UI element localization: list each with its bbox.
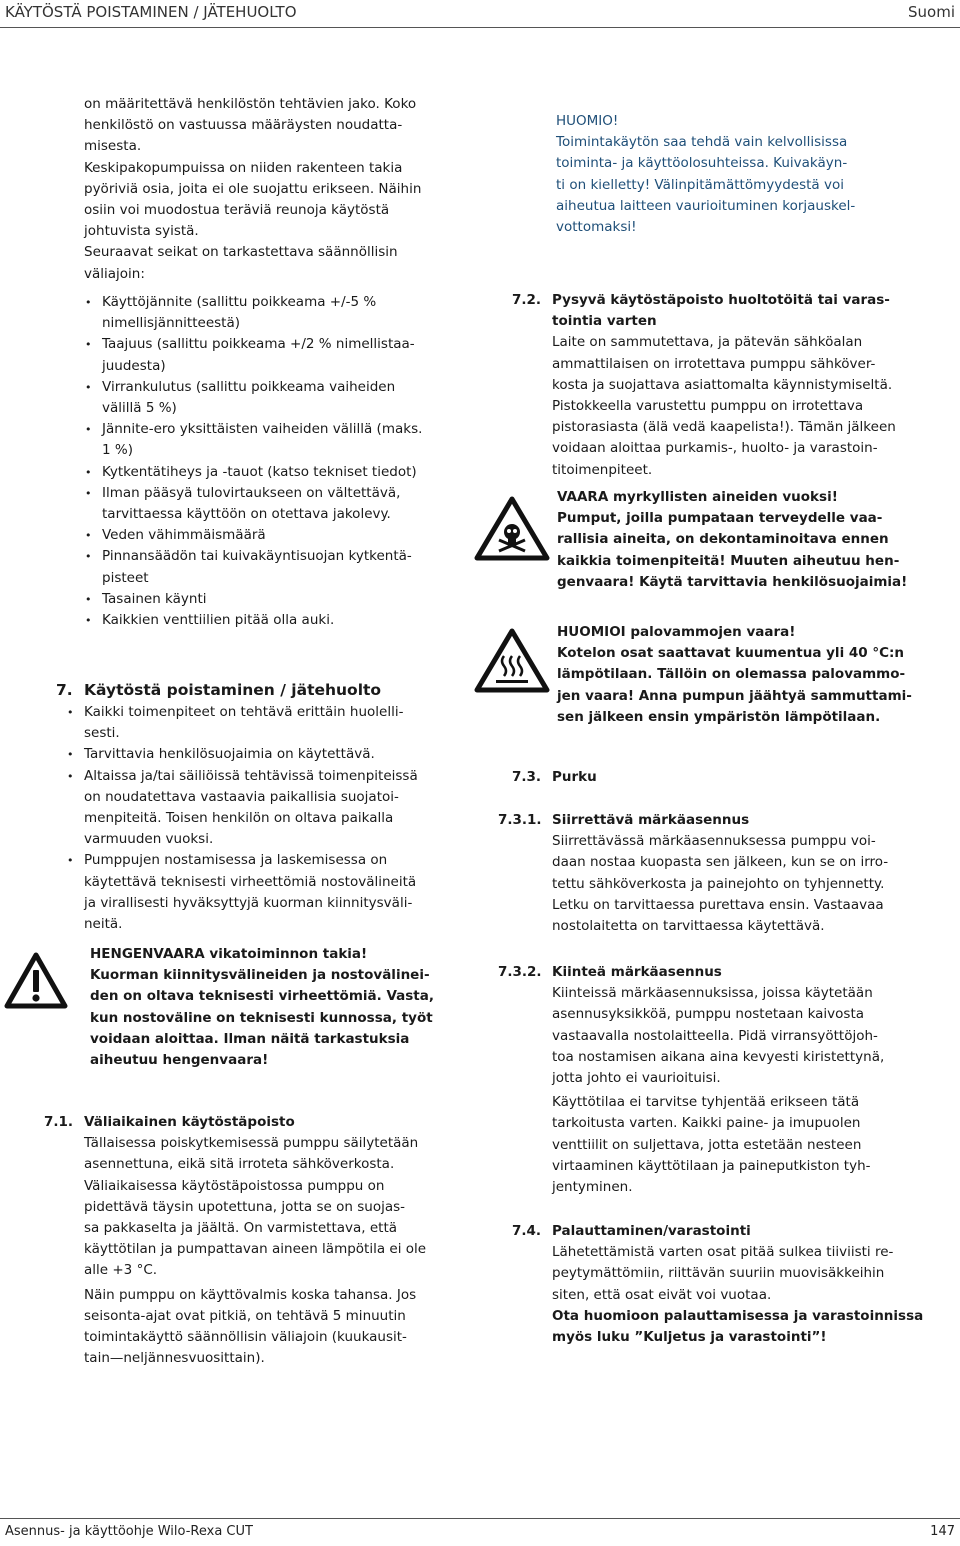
section-7-3-2-number: 7.3.2. — [498, 964, 542, 980]
section-7-2: Pysyvä käytöstäpoisto huoltotöitä tai varas- tointia varten Laite on sammutettava, ja pätevän sähköalan ammattilaisen on irrotettava pumppu sähköver- kosta ja suojattava asiattomalta käynnistymiseltä. Pistokkeella varustettu pumppu on irrotettava pistorasiasta (älä vedä kaapelista!). Tämän jälkeen voidaan aloittaa purkamis-, huolto- ja varastoin- titoimenpiteet. — [552, 292, 896, 478]
check-list — [84, 292, 464, 631]
list-item: • Pumppujen nostamisessa ja laskemisessa on käytettävä teknisesti virheettömiä nostovälineitä ja virallisesti hyväksyttyjä kuorman kiinnitysväli- neitä. — [66, 850, 466, 935]
toxic-warning: VAARA myrkyllisten aineiden vuoksi! Pumput, joilla pumpataan terveydelle vaa- rallisia aineita, on dekontaminoitava ennen kaikkia toimenpiteitä! Muuten aiheutuu hen- genvaara! Käytä tarvittavia henkilösuojaimia! — [557, 489, 908, 590]
list-item: • Tarvittavia henkilösuojaimia on käytettävä. — [66, 744, 466, 765]
section-7-1-title: Väliaikainen käytöstäpoisto — [84, 1114, 295, 1130]
left-intro — [84, 94, 464, 285]
list-item: • Tasainen käynti — [84, 589, 464, 610]
intro-line: henkilöstö on vastuussa määräysten noudatta- — [84, 117, 403, 134]
list-item: • Ilman pääsyä tulovirtaukseen on vältettävä, tarvittaessa käyttöön on otettava jakolevy. — [84, 483, 464, 525]
section-7-3-2: Kiinteä märkäasennus Kiinteissä märkäasennuksissa, joissa käytetään asennusyksikköä, pumppu nostetaan kaivosta vastaavalla nostolaitteella. Pidä virransyöttöjoh- toa nostamisen aikana aina kevyesti kiristettynä, jotta johto ei vaurioituisi. Käyttötilaa ei tarvitse tyhjentää erikseen tätä tarkoitusta varten. Kaikki paine- ja imupuolen venttiilit on suljettava, jotta estetään nesteen virtaaminen käyttötilaan ja paineputkiston tyh- jentyminen. — [552, 964, 885, 1196]
section-7-title: Käytöstä poistaminen / jätehuolto — [84, 681, 382, 699]
warning-triangle-icon — [4, 952, 68, 1010]
hot-surface-icon — [474, 628, 550, 694]
huomio-notice: HUOMIO! Toimintakäytön saa tehdä vain kelvollisissa toiminta- ja käyttöolosuhteissa. Kuivakäyn- ti on kielletty! Välinpitämättömyydestä voi aiheutua laitteen vaurioituminen korjauskel- vottomaksi! — [556, 113, 856, 236]
section-7-2-number: 7.2. — [512, 292, 542, 308]
list-item: • Veden vähimmäismäärä — [84, 525, 464, 546]
page-footer — [0, 1516, 960, 1546]
page-header — [0, 0, 960, 28]
list-item: • Jännite-ero yksittäisten vaiheiden välillä (maks. 1 %) — [84, 419, 464, 461]
list-item: • Virrankulutus (sallittu poikkeama vaiheiden välillä 5 %) — [84, 377, 464, 419]
intro-line: väliajoin: — [84, 265, 145, 282]
footer-rule — [0, 1518, 960, 1519]
section-7-list — [66, 702, 466, 935]
section-7-1-number: 7.1. — [44, 1114, 74, 1130]
intro-line: on määritettävä henkilöstön tehtävien jako. Koko — [84, 96, 417, 112]
lifting-warning: HENGENVAARA vikatoiminnon takia! Kuorman kiinnitysvälineiden ja nostovälinei- den on oltava teknisesti virheettömiä. Vasta, kun nostoväline on teknisesti kunnossa, työt voidaan aloittaa. Ilman näitä tarkastuksia aiheutuu hengenvaara! — [90, 946, 434, 1069]
list-item: • Pinnansäädön tai kuivakäyntisuojan kytkentä- pisteet — [84, 546, 464, 588]
section-7-3-1: Siirrettävä märkäasennus Siirrettävässä märkäasennuksessa pumppu voi- daan nostaa kuopasta sen jälkeen, kun se on irro- tettu sähköverkosta ja painejohto on tyhjennetty. Letku on tarvittaessa purettava ensin. Vastaavaa nostolaitetta on tarvittaessa käytettävä. — [552, 812, 889, 935]
list-item: • Kaikkien venttiilien pitää olla auki. — [84, 610, 464, 631]
list-item: • Altaissa ja/tai säiliöissä tehtävissä toimenpiteissä on noudatettava vastaavia paikallisia suojatoi- menpiteitä. Toisen henkilön on oltava paikalla varmuuden vuoksi. — [66, 766, 466, 851]
intro-line: misesta. — [84, 138, 142, 155]
section-7-3-number: 7.3. — [512, 769, 542, 785]
intro-line: Keskipakopumpuissa on niiden rakenteen takia — [84, 159, 403, 176]
footer-doc-title: Asennus- ja käyttöohje Wilo-Rexa CUT — [5, 1524, 253, 1539]
list-item: • Kytkentätiheys ja -tauot (katso tekniset tiedot) — [84, 462, 464, 483]
section-7-4-number: 7.4. — [512, 1223, 542, 1239]
intro-line: pyöriviä osia, joita ei ole suojattu erikseen. Näihin — [84, 180, 422, 197]
section-7-3-title: Purku — [552, 769, 597, 785]
section-7-4: Palauttaminen/varastointi Lähetettämistä varten osat pitää sulkea tiiviisti re- peytymättömiin, riittävän suuriin muovisäkkeihin siten, että osat eivät voi vuotaa. Ota huomioon palauttamisessa ja varastoinnissa myös luku ”Kuljetus ja varastointi”! — [552, 1223, 924, 1346]
list-item: • Kaikki toimenpiteet on tehtävä erittäin huolelli- sesti. — [66, 702, 466, 744]
burn-warning: HUOMIOI palovammojen vaara! Kotelon osat saattavat kuumentua yli 40 °C:n lämpötilaan. Tällöin on olemassa palovammo- jen vaara! Anna pumpun jäähtyä sammuttami- sen jälkeen ensin ympäristön lämpötilaan. — [557, 624, 912, 725]
toxic-skull-icon — [474, 496, 550, 562]
section-7-1: Väliaikainen käytöstäpoisto Tällaisessa poiskytkemisessä pumppu säilytetään asennettuna, eikä sitä irroteta sähköverkosta. Väliaikaisessa käytöstäpoistossa pumppu on pidettävä täysin upotettuna, jotta se on suojas- sa pakkaselta ja jäältä. On varmistettava, että käyttötilan ja pumpattavan aineen lämpötila ei ole alle +3 °C. Näin pumppu on käyttövalmis koska tahansa. Jos seisonta-ajat ovat pitkiä, on tehtävä 5 minuutin toimintakäyttö säännöllisin väliajoin (kuukausit- tain—neljännesvuosittain). — [84, 1112, 469, 1369]
header-title: KÄYTÖSTÄ POISTAMINEN / JÄTEHUOLTO — [5, 3, 297, 21]
intro-line: johtuvista syistä. — [84, 223, 199, 240]
page-number: 147 — [930, 1524, 955, 1539]
section-7-number: 7. — [56, 681, 73, 699]
header-language: Suomi — [908, 3, 955, 21]
intro-line: osiin voi muodostua teräviä reunoja käytöstä — [84, 202, 390, 219]
list-item: • Taajuus (sallittu poikkeama +/2 % nimellistaa- juudesta) — [84, 334, 464, 376]
header-rule — [0, 27, 960, 28]
section-7-3-1-number: 7.3.1. — [498, 812, 542, 828]
list-item: • Käyttöjännite (sallittu poikkeama +/-5 % nimellisjännitteestä) — [84, 292, 464, 334]
intro-line: Seuraavat seikat on tarkastettava säännöllisin — [84, 244, 398, 261]
